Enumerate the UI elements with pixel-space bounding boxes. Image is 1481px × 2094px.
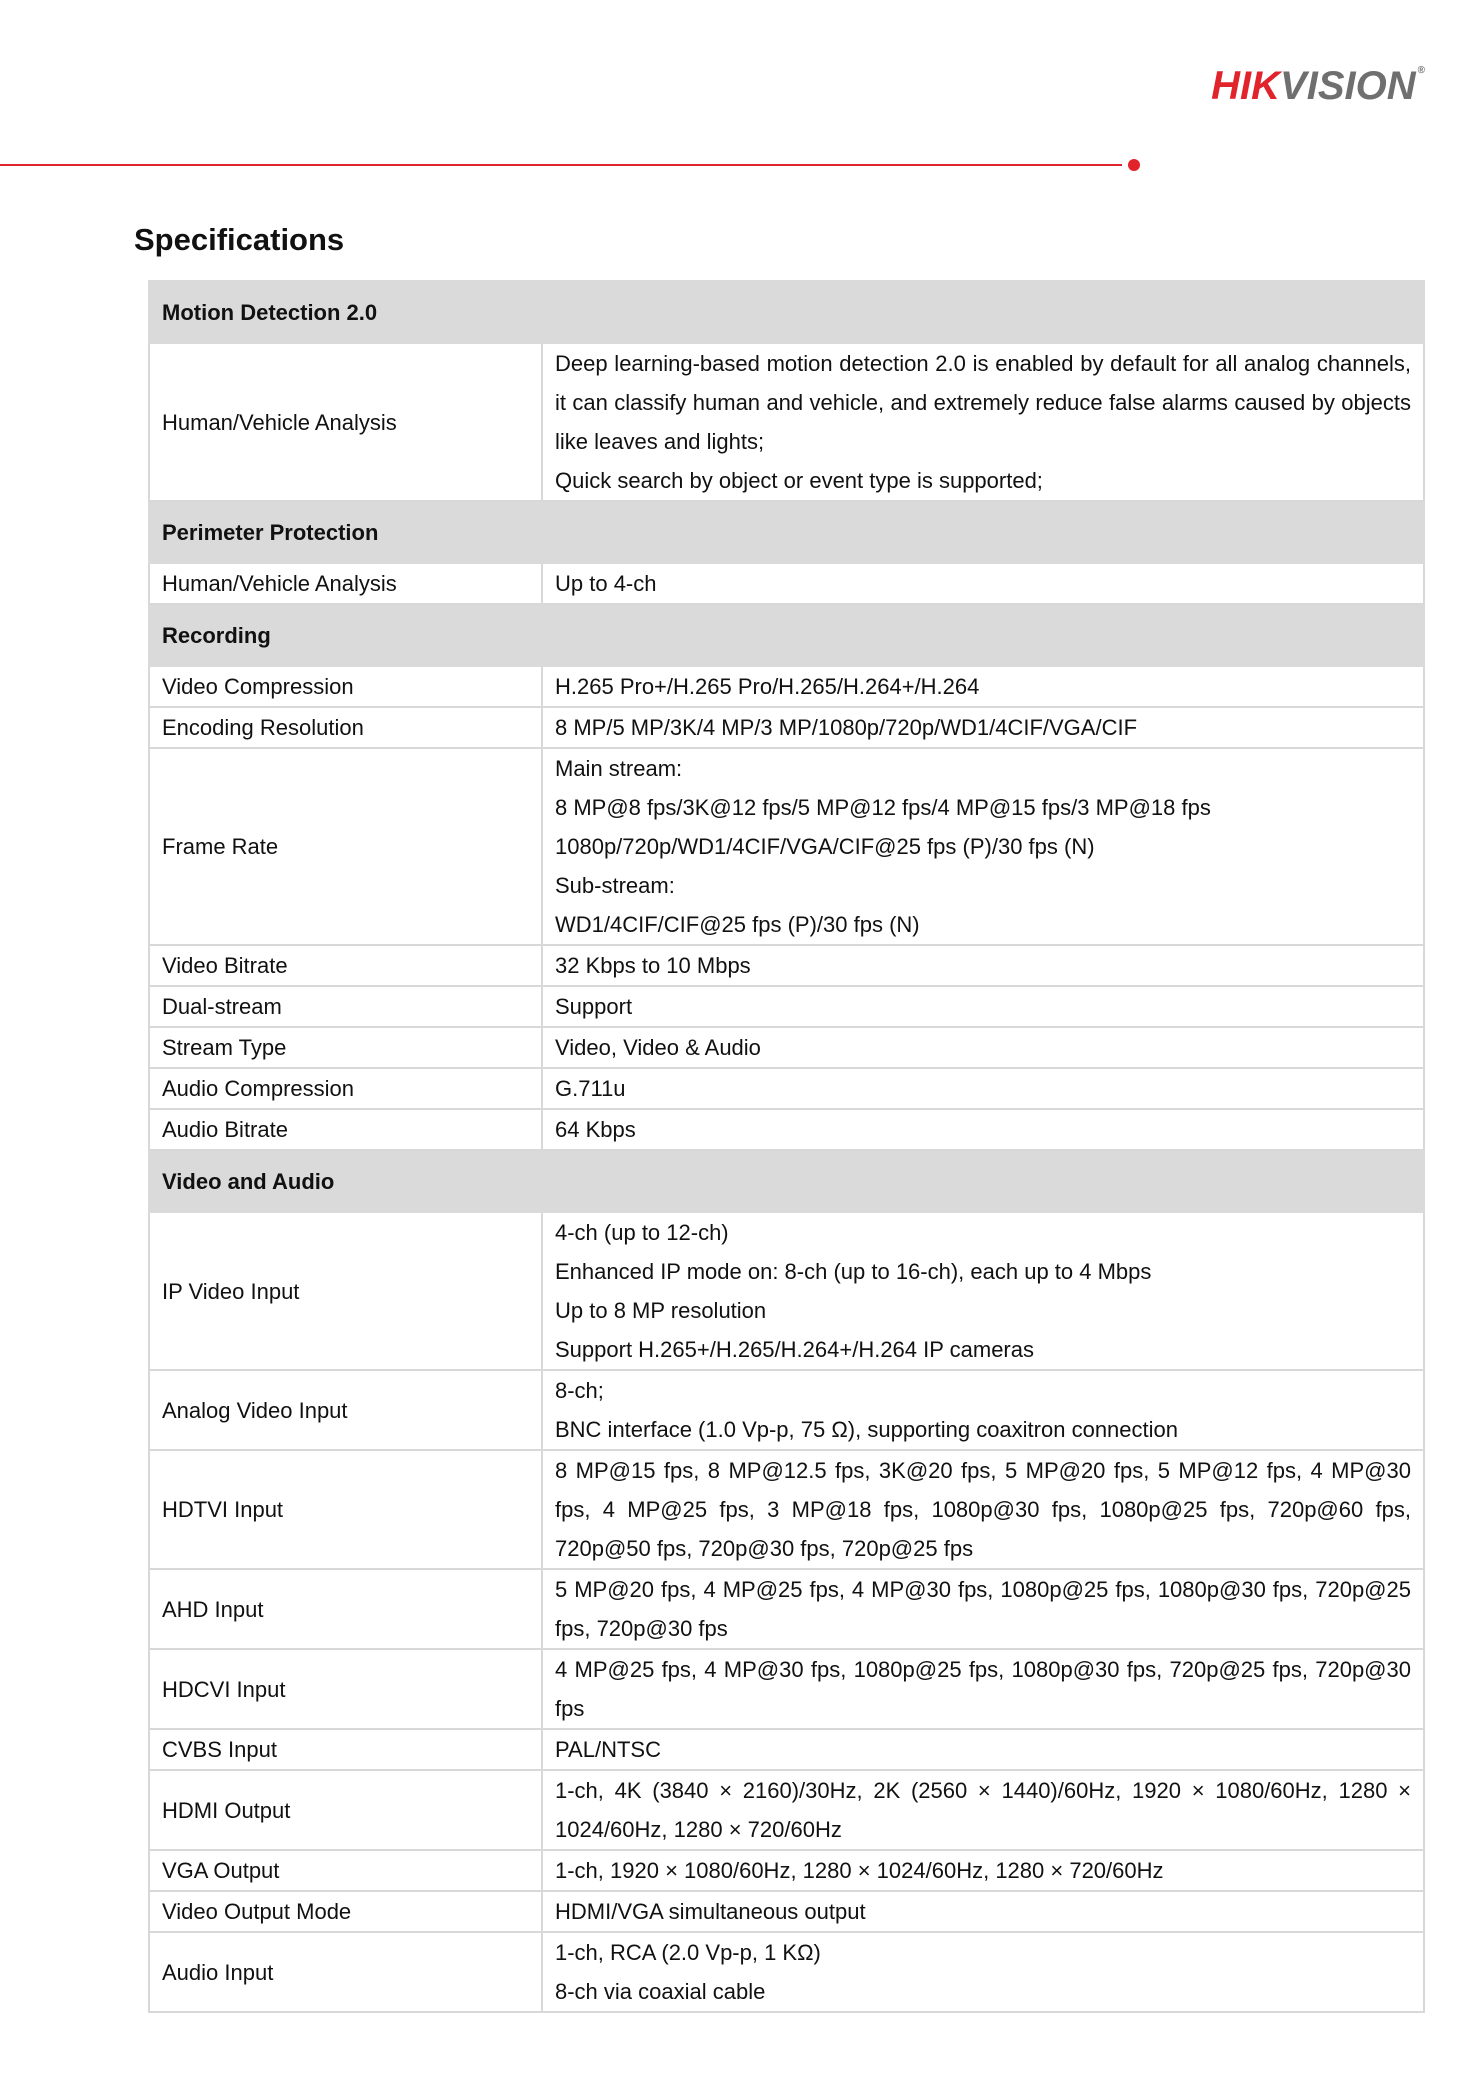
spec-row	[149, 1770, 1424, 1850]
spec-label: IP Video Input	[149, 1212, 542, 1370]
spec-value-line: 4 MP@25 fps, 4 MP@30 fps, 1080p@25 fps, 1080p@30 fps, 720p@25 fps, 720p@30 fps	[555, 1657, 1411, 1721]
hikvision-logo	[1211, 66, 1425, 106]
spec-value-line: 1080p/720p/WD1/4CIF/VGA/CIF@25 fps (P)/30 fps (N)	[555, 834, 1095, 859]
spec-value-line: 32 Kbps to 10 Mbps	[555, 953, 751, 978]
spec-row	[149, 1450, 1424, 1569]
spec-value-line: Main stream:	[555, 756, 683, 781]
spec-value-line: 8 MP@8 fps/3K@12 fps/5 MP@12 fps/4 MP@15 fps/3 MP@18 fps	[555, 795, 1211, 820]
spec-row	[149, 1932, 1424, 2012]
spec-value	[542, 1729, 1424, 1770]
spec-row	[149, 1850, 1424, 1891]
spec-value-line: H.265 Pro+/H.265 Pro/H.265/H.264+/H.264	[555, 674, 980, 699]
section-header-row	[149, 1150, 1424, 1212]
spec-value	[542, 986, 1424, 1027]
spec-row	[149, 748, 1424, 945]
spec-label: Audio Input	[149, 1932, 542, 2012]
spec-value	[542, 1649, 1424, 1729]
spec-value-line: Support	[555, 994, 633, 1019]
spec-value	[542, 563, 1424, 604]
page-title: Specifications	[134, 222, 345, 257]
header-rule	[0, 164, 1122, 166]
spec-label: Stream Type	[149, 1027, 542, 1068]
section-title: Video and Audio	[149, 1150, 1424, 1212]
spec-value	[542, 666, 1424, 707]
header-dot	[1128, 159, 1140, 171]
spec-label: Analog Video Input	[149, 1370, 542, 1450]
spec-label: Human/Vehicle Analysis	[149, 563, 542, 604]
spec-value	[542, 1370, 1424, 1450]
section-header-row	[149, 501, 1424, 563]
spec-value-line: 1-ch, 4K (3840 × 2160)/30Hz, 2K (2560 × 1440)/60Hz, 1920 × 1080/60Hz, 1280 × 1024/60Hz, 1280 × 720/60Hz	[555, 1778, 1411, 1842]
spec-value-line: 8-ch;	[555, 1378, 604, 1403]
spec-value-line: 1-ch, 1920 × 1080/60Hz, 1280 × 1024/60Hz, 1280 × 720/60Hz	[555, 1858, 1164, 1883]
spec-value-line: 1-ch, RCA (2.0 Vp-p, 1 KΩ)	[555, 1940, 821, 1965]
spec-row	[149, 343, 1424, 501]
spec-value-line: 5 MP@20 fps, 4 MP@25 fps, 4 MP@30 fps, 1080p@25 fps, 1080p@30 fps, 720p@25 fps, 720p@30 fps	[555, 1577, 1411, 1641]
spec-row	[149, 1891, 1424, 1932]
spec-row	[149, 1569, 1424, 1649]
spec-row	[149, 1109, 1424, 1150]
spec-value-line: BNC interface (1.0 Vp-p, 75 Ω), supporting coaxitron connection	[555, 1417, 1178, 1442]
spec-label: Video Compression	[149, 666, 542, 707]
specifications-table	[148, 280, 1425, 2013]
spec-value-line: Up to 8 MP resolution	[555, 1298, 767, 1323]
section-title: Motion Detection 2.0	[149, 281, 1424, 343]
spec-row	[149, 1649, 1424, 1729]
section-header-row	[149, 604, 1424, 666]
spec-value	[542, 748, 1424, 945]
spec-value-line: WD1/4CIF/CIF@25 fps (P)/30 fps (N)	[555, 912, 920, 937]
spec-value-line: 64 Kbps	[555, 1117, 636, 1142]
spec-row	[149, 1729, 1424, 1770]
spec-value-line: Quick search by object or event type is supported;	[555, 468, 1043, 493]
spec-label: Dual-stream	[149, 986, 542, 1027]
logo-registered-mark: ®	[1417, 65, 1425, 76]
spec-value	[542, 1027, 1424, 1068]
spec-row	[149, 1068, 1424, 1109]
spec-value-line: Sub-stream:	[555, 873, 675, 898]
logo-hik: HIK	[1211, 64, 1281, 108]
spec-value	[542, 1569, 1424, 1649]
spec-row	[149, 986, 1424, 1027]
section-title: Perimeter Protection	[149, 501, 1424, 563]
spec-label: AHD Input	[149, 1569, 542, 1649]
spec-value	[542, 1212, 1424, 1370]
spec-value-line: Enhanced IP mode on: 8-ch (up to 16-ch), each up to 4 Mbps	[555, 1259, 1152, 1284]
spec-row	[149, 945, 1424, 986]
spec-value-line: G.711u	[555, 1076, 626, 1101]
spec-label: Video Output Mode	[149, 1891, 542, 1932]
spec-value	[542, 707, 1424, 748]
spec-value	[542, 945, 1424, 986]
spec-row	[149, 1370, 1424, 1450]
spec-label: CVBS Input	[149, 1729, 542, 1770]
spec-label: Frame Rate	[149, 748, 542, 945]
spec-value-line: HDMI/VGA simultaneous output	[555, 1899, 866, 1924]
spec-value	[542, 1109, 1424, 1150]
spec-value	[542, 1932, 1424, 2012]
spec-value	[542, 1770, 1424, 1850]
spec-row	[149, 707, 1424, 748]
spec-value-line: 4-ch (up to 12-ch)	[555, 1220, 729, 1245]
section-header-row	[149, 281, 1424, 343]
spec-row	[149, 1212, 1424, 1370]
spec-value	[542, 1850, 1424, 1891]
spec-label: Video Bitrate	[149, 945, 542, 986]
logo-vision: VISION	[1280, 64, 1416, 108]
spec-value-line: 8 MP@15 fps, 8 MP@12.5 fps, 3K@20 fps, 5 MP@20 fps, 5 MP@12 fps, 4 MP@30 fps, 4 MP@25 fps, 3 MP@18 fps, 1080p@30 fps, 1080p@25 fps, 720p@60 fps, 720p@50 fps, 720p@30 fps, 720p@25 fps	[555, 1458, 1411, 1561]
spec-label: HDCVI Input	[149, 1649, 542, 1729]
spec-row	[149, 666, 1424, 707]
spec-row	[149, 1027, 1424, 1068]
spec-value	[542, 1891, 1424, 1932]
section-title: Recording	[149, 604, 1424, 666]
spec-value-line: 8-ch via coaxial cable	[555, 1979, 766, 2004]
spec-value-line: 8 MP/5 MP/3K/4 MP/3 MP/1080p/720p/WD1/4CIF/VGA/CIF	[555, 715, 1138, 740]
spec-label: HDTVI Input	[149, 1450, 542, 1569]
spec-value	[542, 1450, 1424, 1569]
specifications-table-body	[149, 281, 1424, 2012]
spec-label: Audio Bitrate	[149, 1109, 542, 1150]
spec-label: Audio Compression	[149, 1068, 542, 1109]
spec-row	[149, 563, 1424, 604]
spec-value-line: Up to 4-ch	[555, 571, 657, 596]
spec-label: VGA Output	[149, 1850, 542, 1891]
spec-label: Encoding Resolution	[149, 707, 542, 748]
spec-label: HDMI Output	[149, 1770, 542, 1850]
spec-label: Human/Vehicle Analysis	[149, 343, 542, 501]
spec-value-line: Support H.265+/H.265/H.264+/H.264 IP cameras	[555, 1337, 1034, 1362]
spec-value	[542, 343, 1424, 501]
spec-value-line: Deep learning-based motion detection 2.0 is enabled by default for all analog channels, it can classify human and vehicle, and extremely reduce false alarms caused by objects like leaves and lights;	[555, 351, 1411, 454]
spec-value-line: PAL/NTSC	[555, 1737, 661, 1762]
spec-value-line: Video, Video & Audio	[555, 1035, 761, 1060]
spec-value	[542, 1068, 1424, 1109]
